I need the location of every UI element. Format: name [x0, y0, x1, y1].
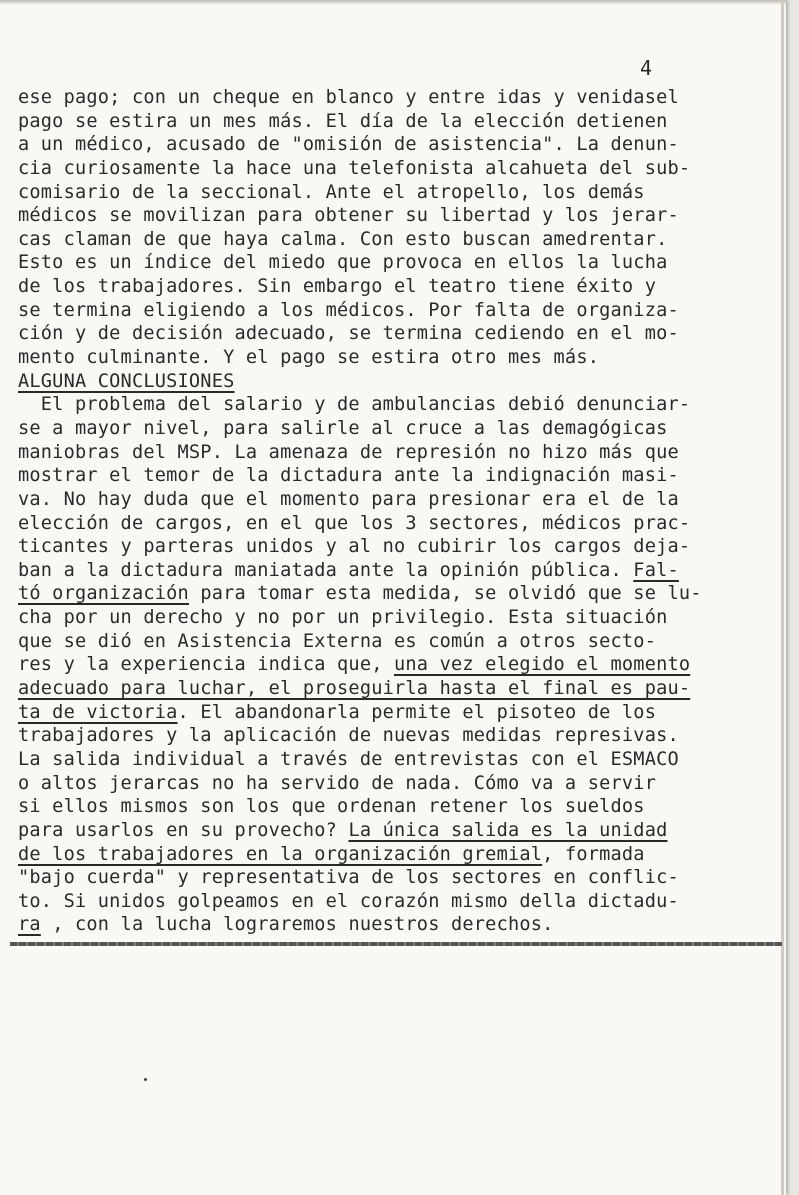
underlined-text: una vez elegido el momento — [394, 654, 691, 676]
text-segment: para usarlos en su provecho? — [18, 819, 349, 841]
underlined-text: tó organización — [18, 583, 189, 605]
text-segment: La salida individual a través de entrevistas con el ESMACO — [18, 748, 679, 770]
text-line — [18, 417, 788, 441]
text-line — [18, 322, 788, 346]
underlined-text: Fal- — [633, 559, 679, 581]
text-segment: cas claman de que haya calma. Con esto buscan amedrentar. — [18, 228, 668, 250]
text-segment: . El abandonarla permite el pisoteo de los — [177, 701, 657, 723]
text-line — [18, 772, 788, 796]
text-segment: cia curiosamente la hace una telefonista alcahueta del sub- — [18, 157, 691, 179]
text-line — [18, 204, 788, 228]
page-top-edge — [0, 0, 786, 5]
text-segment: de los trabajadores. Sin embargo el teatro tiene éxito y — [18, 276, 657, 298]
text-segment: res y la experiencia indica que, — [18, 654, 395, 676]
text-line — [18, 251, 788, 275]
text-line — [18, 370, 788, 394]
text-line — [18, 559, 788, 583]
text-line — [18, 653, 788, 677]
text-segment: médicos se movilizan para obtener su libertad y los jerar- — [18, 205, 679, 227]
underlined-text: ta de victoria — [18, 701, 178, 723]
text-segment: , con la lucha lograremos nuestros derechos. — [40, 914, 554, 936]
underlined-text: adecuado para luchar, el proseguirla hasta el final es pau- — [18, 678, 691, 700]
text-segment: se a mayor nivel, para salirle al cruce a las demagógicas — [18, 417, 668, 439]
text-segment: mento culminante. Y el pago se estira otro mes más. — [18, 347, 600, 369]
text-segment: ese pago; con un cheque en blanco y entre idas y venidasel — [18, 87, 679, 108]
text-line — [18, 110, 788, 134]
text-segment: que se dió en Asistencia Externa es común a otros secto- — [18, 630, 657, 652]
underlined-text: de los trabajadores en la organización gremial — [18, 843, 543, 865]
underlined-text: ra — [18, 914, 41, 936]
text-line — [18, 630, 788, 654]
text-segment: maniobras del MSP. La amenaza de represión no hizo más que — [18, 441, 679, 463]
text-segment: , formada — [542, 843, 645, 865]
text-line — [18, 843, 788, 867]
text-segment: va. No hay duda que el momento para presionar era el de la — [18, 488, 679, 510]
text-line — [18, 535, 788, 559]
text-segment: para tomar esta medida, se olvidó que se lu- — [188, 583, 702, 605]
text-line — [18, 441, 788, 465]
body-text — [18, 86, 788, 937]
text-line — [18, 606, 788, 630]
underlined-text: La única salida es la unidad — [348, 819, 668, 841]
text-line — [18, 866, 788, 890]
text-line — [18, 181, 788, 205]
text-segment: se termina eligiendo a los médicos. Por falta de organiza- — [18, 299, 679, 321]
text-line — [18, 228, 788, 252]
text-segment: trabajadores y la aplicación de nuevas medidas represivas. — [18, 725, 679, 747]
text-line — [18, 582, 788, 606]
text-segment: si ellos mismos son los que ordenan retener los sueldos — [18, 796, 645, 818]
text-line — [18, 275, 788, 299]
text-line — [18, 299, 788, 323]
bottom-rule — [10, 942, 782, 946]
text-segment: ticantes y parteras unidos y al no cubirir los cargos deja- — [18, 536, 691, 558]
text-line — [18, 346, 788, 370]
text-segment: cha por un derecho y no por un privilegio. Esta situación — [18, 607, 668, 629]
text-line — [18, 748, 788, 772]
text-line — [18, 724, 788, 748]
text-line — [18, 133, 788, 157]
text-segment: El problema del salario y de ambulancias debió denunciar- — [18, 394, 691, 416]
text-segment: ban a la dictadura maniatada ante la opinión pública. — [18, 559, 634, 581]
text-segment: o altos jerarcas no ha servido de nada. Cómo va a servir — [18, 772, 657, 794]
text-line — [18, 157, 788, 181]
page-number: 4 — [640, 56, 653, 80]
text-segment: Esto es un índice del miedo que provoca en ellos la lucha — [18, 252, 668, 274]
paper-speck — [144, 1078, 147, 1081]
text-line — [18, 890, 788, 914]
text-segment: comisario de la seccional. Ante el atropello, los demás — [18, 181, 645, 203]
text-segment: "bajo cuerda" y representativa de los sectores en conflic- — [18, 867, 679, 889]
text-segment: a un médico, acusado de "omisión de asistencia". La denun- — [18, 134, 679, 156]
text-line — [18, 677, 788, 701]
text-segment: ción y de decisión adecuado, se termina cediendo en el mo- — [18, 323, 679, 345]
text-line — [18, 464, 788, 488]
text-line — [18, 86, 788, 110]
text-line — [18, 512, 788, 536]
text-line — [18, 819, 788, 843]
text-line — [18, 795, 788, 819]
text-line — [18, 913, 788, 937]
text-line — [18, 393, 788, 417]
text-line — [18, 701, 788, 725]
text-segment: to. Si unidos golpeamos en el corazón mismo della dictadu- — [18, 890, 679, 912]
underlined-text: ALGUNA CONCLUSIONES — [18, 370, 235, 392]
text-segment: mostrar el temor de la dictadura ante la indignación masi- — [18, 465, 679, 487]
text-line — [18, 488, 788, 512]
text-segment: pago se estira un mes más. El día de la elección detienen — [18, 110, 668, 132]
text-segment: elección de cargos, en el que los 3 sectores, médicos prac- — [18, 512, 691, 534]
